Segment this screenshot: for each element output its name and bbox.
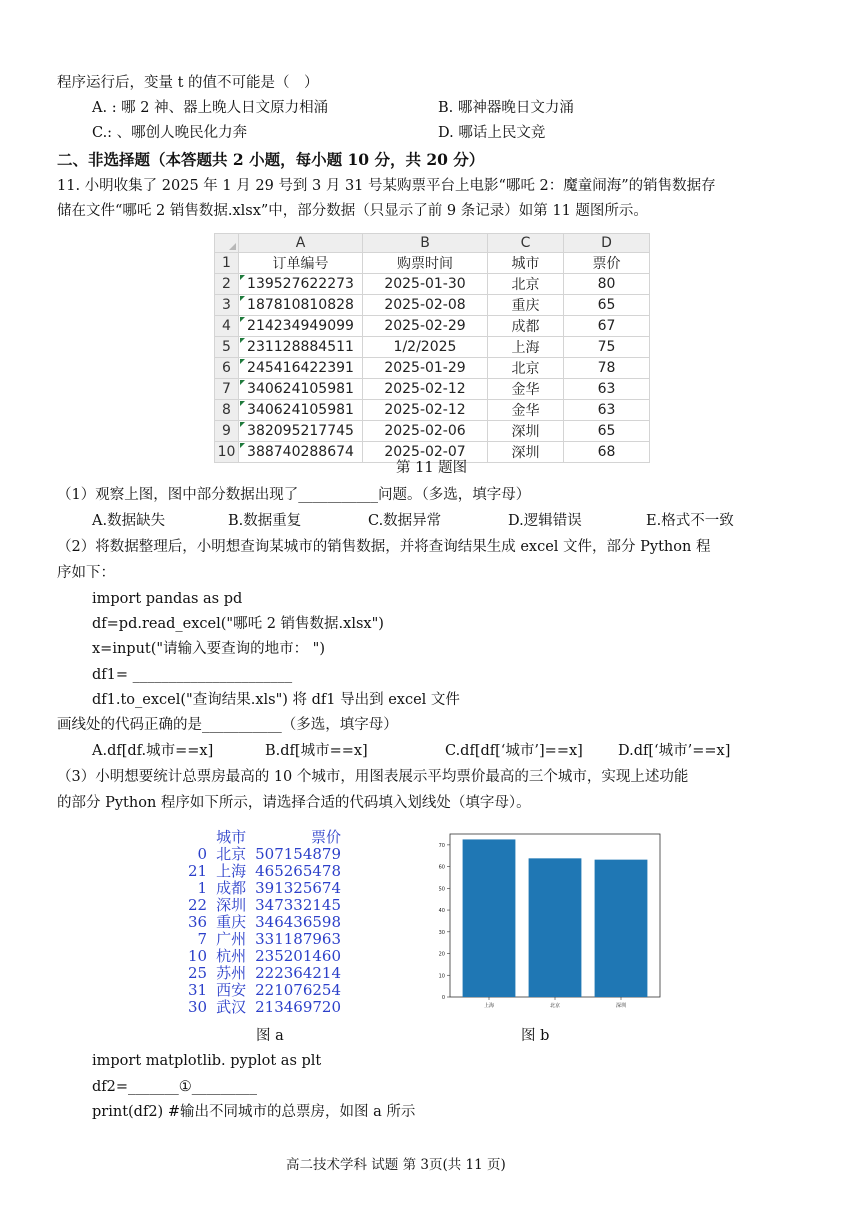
order-id-cell bbox=[239, 379, 363, 400]
text-number-indicator-icon bbox=[240, 317, 245, 322]
list-item bbox=[185, 863, 344, 880]
code-line: x=input("请输入要查询的地市： ") bbox=[92, 641, 326, 657]
q11-intro-line1: 11. 小明收集了 2025 年 1 月 29 号到 3 月 31 号某购票平台上电影“哪吒 2：魔童闹海”的销售数据存 bbox=[57, 178, 716, 194]
text-number-indicator-icon bbox=[240, 338, 245, 343]
price-cell: 63 bbox=[564, 400, 650, 421]
cell-text: 139527622273 bbox=[247, 276, 354, 292]
part2-option-c: C.df[df[‘城市’]==x] bbox=[445, 743, 583, 759]
figure-b-bar-chart bbox=[425, 828, 670, 1013]
row-number: 6 bbox=[215, 358, 239, 379]
purchase-time-cell: 2025-02-29 bbox=[363, 316, 488, 337]
text-number-indicator-icon bbox=[240, 422, 245, 427]
table-row bbox=[215, 358, 650, 379]
box-office-value: 213469720 bbox=[255, 998, 342, 1016]
option-c: C.: 、哪创人晚民化力奔 bbox=[92, 125, 248, 141]
box-office-value: 331187963 bbox=[255, 930, 342, 948]
cell-text: 245416422391 bbox=[247, 360, 354, 376]
text-number-indicator-icon bbox=[240, 380, 245, 385]
price-cell: 75 bbox=[564, 337, 650, 358]
figure-a-caption: 图 a bbox=[256, 1028, 284, 1044]
column-letter: B bbox=[363, 234, 488, 253]
price-cell: 65 bbox=[564, 421, 650, 442]
row-number: 8 bbox=[215, 400, 239, 421]
y-tick-label: 20 bbox=[438, 951, 445, 958]
header-cell: 票价 bbox=[564, 253, 650, 274]
row-index: 10 bbox=[188, 947, 208, 965]
figure-caption: 第 11 题图 bbox=[396, 460, 468, 476]
box-office-value: 347332145 bbox=[255, 896, 342, 914]
purchase-time-cell: 2025-01-29 bbox=[363, 358, 488, 379]
text-number-indicator-icon bbox=[240, 443, 245, 448]
part1-question: （1）观察上图，图中部分数据出现了___________问题。（多选，填字母） bbox=[57, 487, 531, 503]
price-cell: 65 bbox=[564, 295, 650, 316]
city-cell: 成都 bbox=[488, 316, 564, 337]
row-index: 7 bbox=[197, 930, 208, 948]
purchase-time-cell: 2025-02-12 bbox=[363, 400, 488, 421]
part1-option-b: B.数据重复 bbox=[228, 513, 302, 529]
option-a: A. : 哪 2 神、器上晚人日文原力相涌 bbox=[92, 100, 329, 116]
text-number-indicator-icon bbox=[240, 359, 245, 364]
code-line-blank: df1= ______________________ bbox=[92, 667, 293, 683]
price-cell: 68 bbox=[564, 442, 650, 463]
header-cell: 城市 bbox=[488, 253, 564, 274]
row-index: 0 bbox=[197, 845, 208, 863]
city-cell: 北京 bbox=[488, 274, 564, 295]
page-footer: 高二技术学科 试题 第 3页(共 11 页) bbox=[286, 1157, 506, 1173]
city-name: 杭州 bbox=[216, 947, 247, 965]
option-b: B. 哪神器晚日文力涌 bbox=[438, 100, 574, 116]
y-tick-label: 10 bbox=[438, 973, 445, 980]
purchase-time-cell: 2025-02-08 bbox=[363, 295, 488, 316]
city-name: 成都 bbox=[216, 879, 247, 897]
column-letter: A bbox=[239, 234, 363, 253]
city-cell: 北京 bbox=[488, 358, 564, 379]
city-name: 重庆 bbox=[216, 913, 247, 931]
part1-option-d: D.逻辑错误 bbox=[508, 513, 582, 529]
row-index: 1 bbox=[197, 879, 208, 897]
order-id-cell bbox=[239, 421, 363, 442]
column-letter: D bbox=[564, 234, 650, 253]
order-id-cell bbox=[239, 337, 363, 358]
city-name: 武汉 bbox=[216, 998, 247, 1016]
purchase-time-cell: 1/2/2025 bbox=[363, 337, 488, 358]
part3-question-line1: （3）小明想要统计总票房最高的 10 个城市，用图表展示平均票价最高的三个城市，实现上述功能 bbox=[57, 769, 689, 785]
price-cell: 63 bbox=[564, 379, 650, 400]
price-cell: 80 bbox=[564, 274, 650, 295]
table-row bbox=[215, 421, 650, 442]
part1-option-e: E.格式不一致 bbox=[646, 513, 734, 529]
q11-intro-line2: 储在文件“哪吒 2 销售数据.xlsx”中，部分数据（只显示了前 9 条记录）如第 11 题图所示。 bbox=[57, 203, 648, 219]
cell-text: 214234949099 bbox=[247, 318, 354, 334]
x-tick-label: 北京 bbox=[549, 1003, 561, 1009]
list-item bbox=[185, 999, 344, 1016]
box-office-value: 346436598 bbox=[255, 913, 342, 931]
price-cell: 78 bbox=[564, 358, 650, 379]
row-index: 22 bbox=[188, 896, 208, 914]
row-index: 25 bbox=[188, 964, 208, 982]
row-index: 36 bbox=[188, 913, 208, 931]
column-header-city: 城市 bbox=[216, 828, 247, 846]
part2-question-line2: 序如下： bbox=[57, 565, 115, 581]
list-item bbox=[185, 965, 344, 982]
code-line: import pandas as pd bbox=[92, 591, 243, 607]
purchase-time-cell: 2025-02-07 bbox=[363, 442, 488, 463]
part1-option-a: A.数据缺失 bbox=[92, 513, 166, 529]
price-cell: 67 bbox=[564, 316, 650, 337]
x-tick-label: 上海 bbox=[483, 1003, 495, 1009]
part2-question-line1: （2）将数据整理后，小明想查询某城市的销售数据，并将查询结果生成 excel 文件，部分 Python 程 bbox=[57, 539, 711, 555]
city-name: 广州 bbox=[216, 930, 247, 948]
table-row bbox=[215, 337, 650, 358]
column-letter: C bbox=[488, 234, 564, 253]
column-header-value: 票价 bbox=[311, 828, 342, 846]
box-office-value: 235201460 bbox=[255, 947, 342, 965]
row-index: 21 bbox=[188, 862, 208, 880]
order-id-cell bbox=[239, 274, 363, 295]
purchase-time-cell: 2025-02-12 bbox=[363, 379, 488, 400]
city-name: 西安 bbox=[216, 981, 247, 999]
code-line: df1.to_excel("查询结果.xls") 将 df1 导出到 excel 文件 bbox=[92, 692, 460, 708]
y-tick-label: 70 bbox=[438, 842, 445, 849]
order-id-cell bbox=[239, 400, 363, 421]
bar bbox=[595, 860, 648, 997]
text-number-indicator-icon bbox=[240, 275, 245, 280]
y-tick-label: 40 bbox=[438, 908, 445, 915]
code-line: import matplotlib. pyplot as plt bbox=[92, 1053, 322, 1069]
y-tick-label: 50 bbox=[438, 886, 445, 893]
header-cell: 订单编号 bbox=[239, 253, 363, 274]
list-item bbox=[185, 897, 344, 914]
option-d: D. 哪话上民文竞 bbox=[438, 125, 546, 141]
order-id-cell bbox=[239, 358, 363, 379]
text-number-indicator-icon bbox=[240, 401, 245, 406]
order-id-cell bbox=[239, 442, 363, 463]
box-office-value: 391325674 bbox=[255, 879, 342, 897]
list-item bbox=[185, 914, 344, 931]
spreadsheet-table bbox=[214, 233, 650, 463]
list-item bbox=[185, 948, 344, 965]
part1-option-c: C.数据异常 bbox=[368, 513, 442, 529]
city-name: 深圳 bbox=[216, 896, 247, 914]
row-number: 7 bbox=[215, 379, 239, 400]
cell-text: 340624105981 bbox=[247, 402, 354, 418]
list-item bbox=[185, 982, 344, 999]
y-tick-label: 30 bbox=[438, 929, 445, 936]
column-letter-row bbox=[215, 234, 650, 253]
cell-text: 388740288674 bbox=[247, 444, 354, 460]
figure-a-output bbox=[185, 829, 344, 1016]
list-item bbox=[185, 880, 344, 897]
city-cell: 深圳 bbox=[488, 421, 564, 442]
city-name: 苏州 bbox=[216, 964, 247, 982]
table-row bbox=[215, 400, 650, 421]
purchase-time-cell: 2025-02-06 bbox=[363, 421, 488, 442]
part2-option-a: A.df[df.城市==x] bbox=[92, 743, 214, 759]
part3-question-line2: 的部分 Python 程序如下所示，请选择合适的代码填入划线处（填字母）。 bbox=[57, 795, 531, 811]
box-office-value: 221076254 bbox=[255, 981, 342, 999]
part2-option-d: D.df[‘城市’==x] bbox=[618, 743, 731, 759]
x-tick-label: 深圳 bbox=[615, 1003, 627, 1009]
select-all-corner bbox=[215, 234, 239, 253]
row-number: 9 bbox=[215, 421, 239, 442]
order-id-cell bbox=[239, 295, 363, 316]
order-id-cell bbox=[239, 316, 363, 337]
box-office-value: 222364214 bbox=[255, 964, 342, 982]
city-cell: 深圳 bbox=[488, 442, 564, 463]
cell-text: 340624105981 bbox=[247, 381, 354, 397]
figure-b-caption: 图 b bbox=[521, 1028, 550, 1044]
question-stem: 程序运行后，变量 t 的值不可能是（ ） bbox=[57, 75, 319, 91]
row-number: 5 bbox=[215, 337, 239, 358]
header-row bbox=[215, 253, 650, 274]
city-cell: 重庆 bbox=[488, 295, 564, 316]
table-row bbox=[215, 274, 650, 295]
header-cell: 购票时间 bbox=[363, 253, 488, 274]
box-office-value: 465265478 bbox=[255, 862, 342, 880]
code-line: df=pd.read_excel("哪吒 2 销售数据.xlsx") bbox=[92, 616, 384, 632]
table-row bbox=[215, 316, 650, 337]
box-office-value: 507154879 bbox=[255, 845, 342, 863]
cell-text: 187810810828 bbox=[247, 297, 354, 313]
list-item bbox=[185, 931, 344, 948]
city-cell: 金华 bbox=[488, 400, 564, 421]
row-number: 10 bbox=[215, 442, 239, 463]
bar bbox=[529, 858, 582, 997]
row-index: 31 bbox=[188, 981, 208, 999]
y-tick-label: 0 bbox=[441, 995, 445, 1001]
row-number: 2 bbox=[215, 274, 239, 295]
table-row bbox=[215, 379, 650, 400]
text-number-indicator-icon bbox=[240, 296, 245, 301]
row-number: 1 bbox=[215, 253, 239, 274]
row-number: 4 bbox=[215, 316, 239, 337]
city-name: 北京 bbox=[216, 845, 247, 863]
index-header bbox=[185, 829, 210, 846]
row-index: 30 bbox=[188, 998, 208, 1016]
y-tick-label: 60 bbox=[438, 864, 445, 871]
part2-ask: 画线处的代码正确的是___________（多选，填字母） bbox=[57, 717, 398, 733]
cell-text: 231128884511 bbox=[247, 339, 354, 355]
city-cell: 上海 bbox=[488, 337, 564, 358]
code-line-blank: df2=_______①_________ bbox=[92, 1079, 258, 1095]
row-number: 3 bbox=[215, 295, 239, 316]
table-row bbox=[215, 295, 650, 316]
cell-text: 382095217745 bbox=[247, 423, 354, 439]
list-item bbox=[185, 846, 344, 863]
part2-option-b: B.df[城市==x] bbox=[265, 743, 368, 759]
bar bbox=[463, 839, 516, 997]
code-line: print(df2) #输出不同城市的总票房，如图 a 所示 bbox=[92, 1104, 416, 1120]
section-heading: 二、非选择题（本答题共 2 小题，每小题 10 分，共 20 分） bbox=[57, 150, 485, 169]
city-cell: 金华 bbox=[488, 379, 564, 400]
purchase-time-cell: 2025-01-30 bbox=[363, 274, 488, 295]
city-name: 上海 bbox=[216, 862, 247, 880]
